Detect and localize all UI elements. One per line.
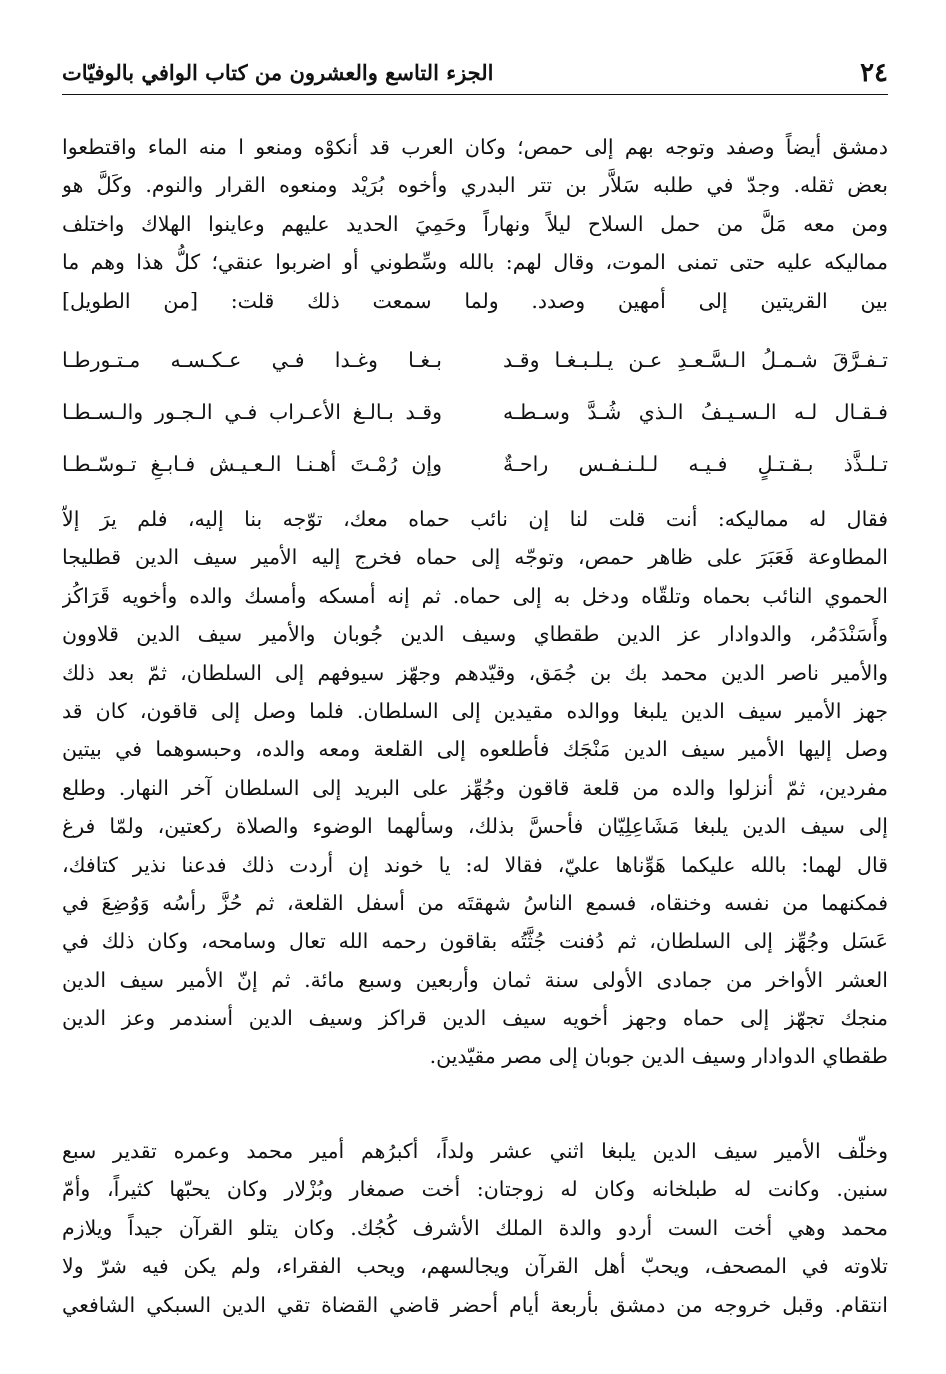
text-line: جهز الأمير سيف الدين يلبغا ووالده مقيدين إلى السلطان. فلما وصل إلى قاقون، كان قد xyxy=(62,698,888,723)
poem-verse xyxy=(62,448,888,500)
verse-first-hemistich: تـفـرَّقَ شـمـلُ الـسَّـعـدِ عـن يـلـبـغـا وقـد xyxy=(503,348,888,372)
text-line: عَسَل وجُهِّز إلى السلطان، ثم دُفنت جُثَّتُه بقاقون رحمه الله تعال وسامحه، وكان ذلك في xyxy=(62,929,888,954)
running-title: الجزء التاسع والعشرون من كتاب الوافي بالوفيّات xyxy=(62,60,494,85)
text-line: وأَسَنْدَمُر، والدوادار عز الدين طقطاي وسيف الدين جُوبان والأمير سيف الدين قلاوون xyxy=(62,622,888,647)
verse-second-hemistich: وإن رُمْـتَ أهـنـا الـعـيـش فـابـغِ تـوسّـطـا xyxy=(62,452,442,476)
text-line: سنين. وكانت له طبلخانه وكان له زوجتان: أخت صمغار وبُزْلار وكان يحبّها كثيراً، وأمّ xyxy=(62,1177,888,1202)
verse-first-hemistich: فـقـال لـه الـسـيـفُ الـذي شُـدَّ وسـطـه xyxy=(503,400,888,424)
text-line: محمد وهي أخت الست أردو والدة الملك الأشرف كُجُك. وكان يتلو القرآن جيداً ويلازم xyxy=(62,1215,888,1240)
text-line: العشر الأواخر من جمادى الأولى سنة ثمان وأربعين وسبع مائة. ثم إنّ الأمير سيف الدين xyxy=(62,967,888,992)
text-line: ومن معه مَلَّ من حمل السلاح ليلاً ونهاراً وحَمِيَ الحديد عليهم وعاينوا الهلاك واختلف xyxy=(62,211,888,236)
text-line: انتقام. وقبل خروجه من دمشق بأربعة أيام أحضر قاضي القضاة تقي الدين السبكي الشافعي xyxy=(62,1292,888,1317)
page-header xyxy=(62,56,888,95)
text-line: وخلّف الأمير سيف الدين يلبغا اثني عشر ولداً، أكبرُهم أمير محمد وعمره تقدير سبع xyxy=(62,1139,888,1163)
paragraph-2 xyxy=(62,500,888,1076)
poem-verse xyxy=(62,344,888,396)
text-line: مفردين، ثمّ أنزلوا والده من قلعة قاقون وجُهِّز على البريد إلى السلطان آخر النهار. وطلع xyxy=(62,775,888,800)
text-line: المطاوعة فَعَبَرَ على ظاهر حمص، وتوجّه إلى حماه فخرج إليه الأمير سيف الدين قطليجا xyxy=(62,545,888,570)
text-line: بعض ثقله. وجدّ في طلبه سَلاَّر بن تتر البدري وأخوه بُرَيْد ومنعوه القرار والنوم. وكَلَّ هو xyxy=(62,173,888,198)
text-line: الحموي النائب بحماه وتلقّاه ودخل به إلى حماه. ثم إنه أمسكه وأمسك والده وأخويه قَرَاكُز xyxy=(62,583,888,608)
text-line: منجك تجهّز إلى حماه وجهز أخويه سيف الدين قراكز وسيف الدين أسندمر وعز الدين xyxy=(62,1006,888,1031)
verse-second-hemistich: بـغـا وغـدا فـي عـكـسـه مـتـورطـا xyxy=(62,348,442,372)
text-line: فقال له مماليكه: أنت قلت لنا إن نائب حماه معك، توّجه بنا إليه، فلم يرَ إلاّ xyxy=(62,507,888,531)
poem xyxy=(62,344,888,500)
text-line: مماليكه عليه حتى تمنى الموت، وقال لهم: بالله وسِّطوني أو اضربوا عنقي؛ كلُّ هذا وهم ما xyxy=(62,250,888,275)
paragraph-3 xyxy=(62,1132,888,1324)
verse-first-hemistich: تـلـذَّذ بـقـتـلٍ فـيـه لـلـنـفـس راحـةٌ xyxy=(503,452,888,476)
page-number: ٢٤ xyxy=(860,58,888,88)
text-line: إلى سيف الدين يلبغا مَشَاعِلِيّان فأحسَّ بذلك، وسألهما الوضوء والصلاة ركعتين، ولمّا فرغ xyxy=(62,814,888,839)
text-line: تلاوته في المصحف، ويحبّ أهل القرآن ويجالسهم، ويحب الفقراء، ولم يكن فيه شرّ ولا xyxy=(62,1254,888,1279)
poem-verse xyxy=(62,396,888,448)
text-line: طقطاي الدوادار وسيف الدين جوبان إلى مصر مقيّدين. xyxy=(429,1044,888,1069)
text-line: فمكنهما من نفسه وخنقاه، فسمع الناسُ شهقتَه من أسفل القلعة، ثم حُزَّ رأسُه وَوُضِعَ في xyxy=(62,890,888,915)
text-line: قال لهما: بالله عليكما هَوِّناها عليّ، فقالا له: يا خوند إن أردت ذلك فدعنا نذير كتافك، xyxy=(62,852,888,877)
text-line: دمشق أيضاً وصفد وتوجه بهم إلى حمص؛ وكان العرب قد أنكوْه ومنعو ا منه الماء واقتطعوا xyxy=(62,135,888,159)
text-line: وصل إليها الأمير سيف الدين مَنْجَك فأطلعوه إلى القلعة ومعه والده، وحبسوهما في بيتين xyxy=(62,737,888,762)
verse-second-hemistich: وقـد بـالـغ الأعـراب فـي الـجـور والـسـطـا xyxy=(62,400,442,424)
text-line: والأمير ناصر الدين محمد بك بن جُمَق، وقيّدهم وجهّز سيوفهم إلى السلطان، ثمّ بعد ذلك xyxy=(62,660,888,685)
paragraph-1 xyxy=(62,128,888,320)
text-line: بين القريتين إلى أمهين وصدد. ولما سمعت ذلك قلت: [من الطويل] xyxy=(62,288,888,313)
